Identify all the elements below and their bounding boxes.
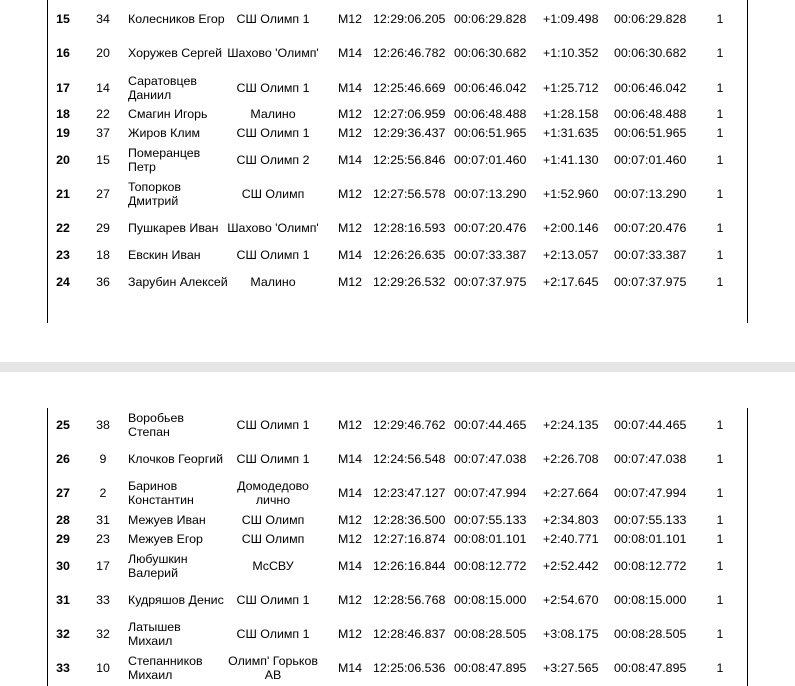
- run-time: 00:07:33.387: [454, 247, 527, 262]
- laps-count: 1: [716, 661, 724, 675]
- laps-count: 1: [716, 153, 724, 167]
- result-time: 00:06:29.828: [614, 12, 687, 26]
- club-name: СШ Олимп 1: [236, 81, 310, 95]
- age-group: М14: [337, 46, 363, 60]
- result-time: 00:06:51.965: [614, 125, 687, 140]
- laps-count: 1: [716, 418, 724, 432]
- bib-cell: 14: [96, 81, 110, 95]
- start-time: 12:25:56.846: [373, 153, 446, 167]
- start-time: 12:25:06.536: [373, 661, 446, 675]
- laps-count: 1: [716, 593, 724, 607]
- time-behind: +2:13.057: [543, 247, 599, 262]
- age-group: М12: [337, 12, 363, 26]
- bib-cell: 22: [96, 106, 110, 121]
- place-cell: 21: [56, 187, 70, 201]
- laps-count: 1: [716, 46, 724, 60]
- run-time: 00:08:47.895: [454, 661, 527, 675]
- club-name: СШ Олимп 1: [236, 418, 310, 432]
- table-row: [0, 246, 795, 263]
- time-behind: +2:52.442: [543, 559, 599, 573]
- age-group: М12: [337, 187, 363, 201]
- laps-count: 1: [716, 106, 724, 121]
- athlete-name: Смагин Игорь: [128, 106, 208, 121]
- run-time: 00:06:30.682: [454, 46, 527, 60]
- place-cell: 20: [56, 153, 70, 167]
- table-row: [0, 265, 795, 299]
- start-time: 12:28:36.500: [373, 512, 446, 527]
- page-separator: [0, 362, 795, 372]
- athlete-name: Баринов Константин: [128, 479, 194, 507]
- result-time: 00:07:44.465: [614, 418, 687, 432]
- athlete-name: Любушкин Валерий: [128, 552, 188, 580]
- result-time: 00:06:48.488: [614, 106, 687, 121]
- run-time: 00:06:46.042: [454, 81, 527, 95]
- club-name: Малино: [250, 275, 296, 289]
- result-time: 00:08:28.505: [614, 627, 687, 641]
- time-behind: +3:27.565: [543, 661, 599, 675]
- table-row: [0, 442, 795, 476]
- run-time: 00:08:28.505: [454, 627, 527, 641]
- laps-count: 1: [716, 275, 724, 289]
- time-behind: +1:31.635: [543, 125, 599, 140]
- bib-cell: 18: [96, 247, 110, 262]
- bib-cell: 38: [96, 418, 110, 432]
- table-row: [0, 408, 795, 442]
- age-group: М12: [337, 275, 363, 289]
- table-row: [0, 71, 795, 105]
- result-time: 00:08:12.772: [614, 559, 687, 573]
- result-time: 00:06:46.042: [614, 81, 687, 95]
- run-time: 00:07:47.038: [454, 452, 527, 466]
- run-time: 00:07:37.975: [454, 275, 527, 289]
- club-name: СШ Олимп 1: [236, 125, 310, 140]
- age-group: М12: [337, 106, 363, 121]
- place-cell: 16: [56, 46, 70, 60]
- bib-cell: 37: [96, 125, 110, 140]
- start-time: 12:26:16.844: [373, 559, 446, 573]
- place-cell: 25: [56, 418, 70, 432]
- age-group: М12: [337, 221, 363, 235]
- bib-cell: 10: [96, 661, 110, 675]
- bib-cell: 2: [99, 486, 107, 500]
- time-behind: +2:54.670: [543, 593, 599, 607]
- laps-count: 1: [716, 125, 724, 140]
- athlete-name: Латышев Михаил: [128, 620, 181, 648]
- club-name: СШ Олимп 1: [236, 12, 310, 26]
- time-behind: +2:27.664: [543, 486, 599, 500]
- result-time: 00:07:33.387: [614, 247, 687, 262]
- bib-cell: 20: [96, 46, 110, 60]
- club-name: Домодедово лично: [237, 479, 309, 507]
- athlete-name: Колесников Егор: [128, 12, 225, 26]
- bib-cell: 36: [96, 275, 110, 289]
- start-time: 12:27:06.959: [373, 106, 446, 121]
- table-row: [0, 583, 795, 617]
- place-cell: 27: [56, 486, 70, 500]
- place-cell: 28: [56, 512, 70, 527]
- table-row: [0, 124, 795, 141]
- place-cell: 17: [56, 81, 70, 95]
- place-cell: 24: [56, 275, 70, 289]
- start-time: 12:23:47.127: [373, 486, 446, 500]
- age-group: М12: [337, 627, 363, 641]
- run-time: 00:07:13.290: [454, 187, 527, 201]
- bib-cell: 9: [99, 452, 107, 466]
- athlete-name: Клочков Георгий: [128, 452, 224, 466]
- age-group: М14: [337, 486, 363, 500]
- start-time: 12:27:16.874: [373, 531, 446, 546]
- laps-count: 1: [716, 531, 724, 546]
- table-row: [0, 476, 795, 510]
- laps-count: 1: [716, 512, 724, 527]
- club-name: Олимп' Горьков АВ: [228, 654, 318, 682]
- time-behind: +2:00.146: [543, 221, 599, 235]
- athlete-name: Топорков Дмитрий: [128, 180, 182, 208]
- start-time: 12:26:46.782: [373, 46, 446, 60]
- start-time: 12:25:46.669: [373, 81, 446, 95]
- bib-cell: 31: [96, 512, 110, 527]
- table-row: [0, 549, 795, 583]
- table-row: [0, 530, 795, 547]
- age-group: М14: [337, 153, 363, 167]
- run-time: 00:08:15.000: [454, 593, 527, 607]
- table-row: [0, 105, 795, 122]
- athlete-name: Кудряшов Денис: [128, 593, 224, 607]
- table-row: [0, 177, 795, 211]
- club-name: Малино: [250, 106, 296, 121]
- result-time: 00:08:47.895: [614, 661, 687, 675]
- club-name: СШ Олимп 1: [236, 452, 310, 466]
- club-name: СШ Олимп 1: [236, 627, 310, 641]
- result-time: 00:07:37.975: [614, 275, 687, 289]
- result-time: 00:06:30.682: [614, 46, 687, 60]
- run-time: 00:07:44.465: [454, 418, 527, 432]
- start-time: 12:29:46.762: [373, 418, 446, 432]
- time-behind: +1:25.712: [543, 81, 599, 95]
- bib-cell: 15: [96, 153, 110, 167]
- run-time: 00:08:12.772: [454, 559, 527, 573]
- laps-count: 1: [716, 12, 724, 26]
- club-name: СШ Олимп 2: [236, 153, 310, 167]
- place-cell: 18: [56, 106, 70, 121]
- age-group: М12: [337, 418, 363, 432]
- run-time: 00:08:01.101: [454, 531, 527, 546]
- athlete-name: Саратовцев Даниил: [128, 74, 197, 102]
- run-time: 00:06:29.828: [454, 12, 527, 26]
- time-behind: +1:28.158: [543, 106, 599, 121]
- club-name: СШ Олимп 1: [236, 247, 310, 262]
- run-time: 00:06:48.488: [454, 106, 527, 121]
- bib-cell: 23: [96, 531, 110, 546]
- place-cell: 32: [56, 627, 70, 641]
- time-behind: +2:34.803: [543, 512, 599, 527]
- results-page-2: [0, 372, 795, 686]
- laps-count: 1: [716, 486, 724, 500]
- laps-count: 1: [716, 452, 724, 466]
- laps-count: 1: [716, 247, 724, 262]
- club-name: Шахово 'Олимп': [227, 46, 319, 60]
- age-group: М12: [337, 531, 363, 546]
- run-time: 00:07:47.994: [454, 486, 527, 500]
- bib-cell: 32: [96, 627, 110, 641]
- place-cell: 29: [56, 531, 70, 546]
- athlete-name: Воробьев Степан: [128, 411, 184, 439]
- start-time: 12:28:56.768: [373, 593, 446, 607]
- time-behind: +2:24.135: [543, 418, 599, 432]
- run-time: 00:07:01.460: [454, 153, 527, 167]
- laps-count: 1: [716, 627, 724, 641]
- athlete-name: Померанцев Петр: [128, 146, 201, 174]
- athlete-name: Хоружев Сергей: [128, 46, 223, 60]
- athlete-name: Степанников Михаил: [128, 654, 203, 682]
- table-row: [0, 2, 795, 36]
- bib-cell: 29: [96, 221, 110, 235]
- start-time: 12:29:36.437: [373, 125, 446, 140]
- age-group: М14: [337, 452, 363, 466]
- laps-count: 1: [716, 187, 724, 201]
- bib-cell: 34: [96, 12, 110, 26]
- result-time: 00:08:01.101: [614, 531, 687, 546]
- time-behind: +2:17.645: [543, 275, 599, 289]
- athlete-name: Межуев Иван: [128, 512, 206, 527]
- athlete-name: Пушкарев Иван: [128, 221, 219, 235]
- result-time: 00:07:47.994: [614, 486, 687, 500]
- table-row: [0, 36, 795, 70]
- start-time: 12:24:56.548: [373, 452, 446, 466]
- time-behind: +1:52.960: [543, 187, 599, 201]
- start-time: 12:26:26.635: [373, 247, 446, 262]
- place-cell: 31: [56, 593, 70, 607]
- athlete-name: Евскин Иван: [128, 247, 201, 262]
- club-name: СШ Олимп 1: [236, 593, 310, 607]
- age-group: М14: [337, 559, 363, 573]
- run-time: 00:06:51.965: [454, 125, 527, 140]
- club-name: Шахово 'Олимп': [227, 221, 319, 235]
- athlete-name: Зарубин Алексей: [128, 275, 228, 289]
- laps-count: 1: [716, 221, 724, 235]
- time-behind: +1:09.498: [543, 12, 599, 26]
- table-row: [0, 617, 795, 651]
- place-cell: 19: [56, 125, 70, 140]
- start-time: 12:27:56.578: [373, 187, 446, 201]
- place-cell: 26: [56, 452, 70, 466]
- table-row: [0, 511, 795, 528]
- result-time: 00:07:47.038: [614, 452, 687, 466]
- laps-count: 1: [716, 559, 724, 573]
- time-behind: +3:08.175: [543, 627, 599, 641]
- table-row: [0, 211, 795, 245]
- result-time: 00:07:01.460: [614, 153, 687, 167]
- age-group: М12: [337, 512, 363, 527]
- age-group: М14: [337, 81, 363, 95]
- club-name: СШ Олимп: [241, 187, 305, 201]
- start-time: 12:28:46.837: [373, 627, 446, 641]
- start-time: 12:28:16.593: [373, 221, 446, 235]
- result-time: 00:07:13.290: [614, 187, 687, 201]
- time-behind: +2:40.771: [543, 531, 599, 546]
- table-row: [0, 143, 795, 177]
- club-name: СШ Олимп: [241, 512, 305, 527]
- bib-cell: 27: [96, 187, 110, 201]
- place-cell: 33: [56, 661, 70, 675]
- age-group: М14: [337, 661, 363, 675]
- bib-cell: 33: [96, 593, 110, 607]
- time-behind: +1:41.130: [543, 153, 599, 167]
- run-time: 00:07:55.133: [454, 512, 527, 527]
- age-group: М14: [337, 247, 363, 262]
- place-cell: 15: [56, 12, 70, 26]
- result-time: 00:07:20.476: [614, 221, 687, 235]
- laps-count: 1: [716, 81, 724, 95]
- place-cell: 30: [56, 559, 70, 573]
- age-group: М12: [337, 593, 363, 607]
- result-time: 00:08:15.000: [614, 593, 687, 607]
- place-cell: 23: [56, 247, 70, 262]
- bib-cell: 17: [96, 559, 110, 573]
- start-time: 12:29:26.532: [373, 275, 446, 289]
- athlete-name: Межуев Егор: [128, 531, 203, 546]
- result-time: 00:07:55.133: [614, 512, 687, 527]
- athlete-name: Жиров Клим: [128, 125, 201, 140]
- run-time: 00:07:20.476: [454, 221, 527, 235]
- table-row: [0, 651, 795, 685]
- age-group: М12: [337, 125, 363, 140]
- place-cell: 22: [56, 221, 70, 235]
- club-name: СШ Олимп: [241, 531, 305, 546]
- club-name: МсСВУ: [252, 559, 294, 573]
- time-behind: +1:10.352: [543, 46, 599, 60]
- time-behind: +2:26.708: [543, 452, 599, 466]
- start-time: 12:29:06.205: [373, 12, 446, 26]
